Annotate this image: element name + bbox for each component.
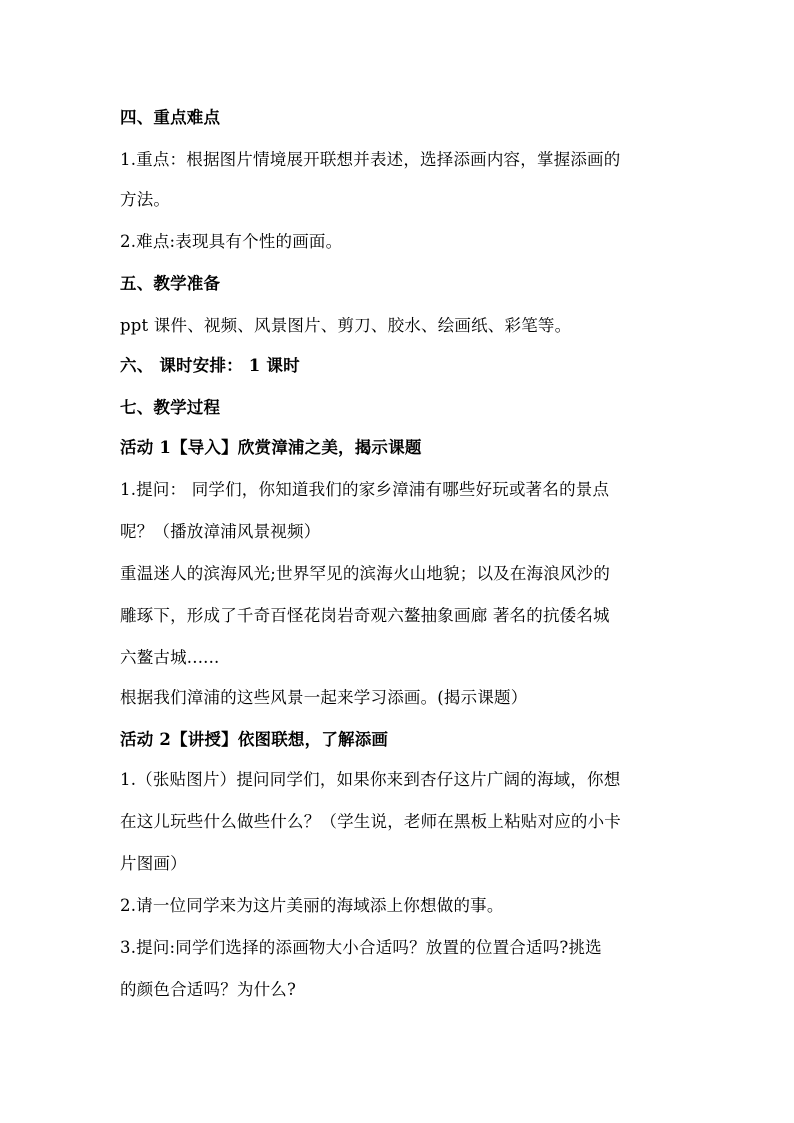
paragraph-line: 六鳌古城...... — [120, 648, 220, 667]
paragraph-line: 片图画） — [120, 854, 187, 873]
paragraph-line: 1.重点：根据图片情境展开联想并表述，选择添画内容，掌握添画的 — [120, 150, 621, 169]
paragraph-line: ppt 课件、视频、风景图片、剪刀、胶水、绘画纸、彩笔等。 — [120, 316, 572, 335]
paragraph-line: 1.（张贴图片）提问同学们，如果你来到杏仔这片广阔的海域，你想 — [120, 770, 621, 789]
heading-teaching-prep: 五、教学准备 — [120, 274, 221, 293]
paragraph-line: 重温迷人的滨海风光;世界罕见的滨海火山地貌；以及在海浪风沙的 — [120, 564, 611, 583]
heading-teaching-process: 七、教学过程 — [120, 398, 221, 417]
heading-class-schedule: 六、 课时安排： 1 课时 — [120, 356, 300, 375]
heading-activity-2: 活动 2【讲授】依图联想，了解添画 — [120, 730, 389, 749]
heading-activity-1: 活动 1【导入】欣赏漳浦之美，揭示课题 — [120, 438, 422, 457]
paragraph-line: 2.请一位同学来为这片美丽的海域添上你想做的事。 — [120, 896, 504, 915]
paragraph-line: 根据我们漳浦的这些风景一起来学习添画。(揭示课题） — [120, 688, 528, 707]
paragraph-line: 3.提问:同学们选择的添画物大小合适吗？放置的位置合适吗?挑选 — [120, 938, 602, 957]
paragraph-line: 在这儿玩些什么做些什么？（学生说，老师在黑板上粘贴对应的小卡 — [120, 812, 621, 831]
paragraph-line: 2.难点:表现具有个性的画面。 — [120, 232, 343, 251]
paragraph-line: 呢？（播放漳浦风景视频） — [120, 522, 321, 541]
paragraph-line: 的颜色合适吗？为什么? — [120, 980, 297, 999]
paragraph-line: 雕琢下，形成了千奇百怪花岗岩奇观六鳌抽象画廊 著名的抗倭名城 — [120, 606, 610, 625]
paragraph-line: 1.提问： 同学们，你知道我们的家乡漳浦有哪些好玩或著名的景点 — [120, 480, 610, 499]
heading-key-points: 四、重点难点 — [120, 108, 221, 127]
paragraph-line: 方法。 — [120, 190, 171, 209]
